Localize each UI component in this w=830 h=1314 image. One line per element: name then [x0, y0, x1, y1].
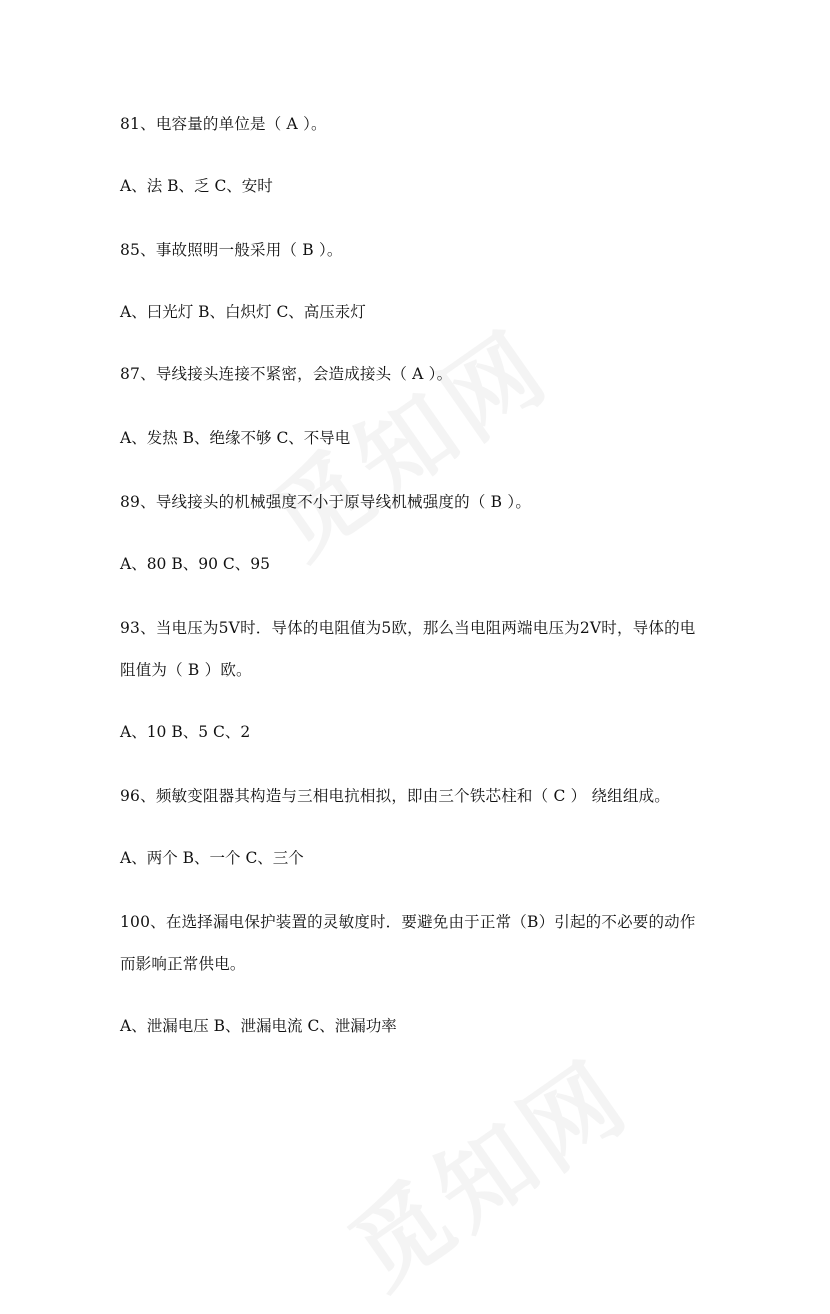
options-81: A、法 B、乏 C、安时 — [120, 177, 273, 195]
options-87: A、发热 B、绝缘不够 C、不导电 — [120, 429, 351, 447]
options-85: A、曰光灯 B、白炽灯 C、高压汞灯 — [120, 303, 366, 321]
options-96: A、两个 B、一个 C、三个 — [120, 849, 304, 867]
question-89: 89、导线接头的机械强度不小于原导线机械强度的（ B ）。 — [120, 493, 532, 511]
question-93-line2: 阻值为（ B ）欧。 — [120, 661, 252, 679]
question-96: 96、频敏变阻器其构造与三相电抗相拟，即由三个铁芯柱和（ C ） 绕组组成。 — [120, 787, 670, 805]
question-87: 87、导线接头连接不紧密，会造成接头（ A ）。 — [120, 365, 453, 383]
options-100: A、泄漏电压 B、泄漏电流 C、泄漏功率 — [120, 1017, 397, 1035]
question-100-line1: 100、在选择漏电保护装置的灵敏度时．要避免由于正常（B）引起的不必要的动作 — [120, 913, 696, 931]
question-85: 85、事故照明一般采用（ B ）。 — [120, 241, 343, 259]
options-93: A、10 B、5 C、2 — [120, 723, 251, 741]
question-81: 81、电容量的单位是（ A ）。 — [120, 115, 327, 133]
question-93-line1: 93、当电压为5V时．导体的电阻值为5欧，那么当电阻两端电压为2V时，导体的电 — [120, 619, 696, 637]
question-100-line2: 而影响正常供电。 — [120, 955, 246, 973]
watermark-bottom — [319, 1023, 653, 1314]
options-89: A、80 B、90 C、95 — [120, 555, 270, 573]
